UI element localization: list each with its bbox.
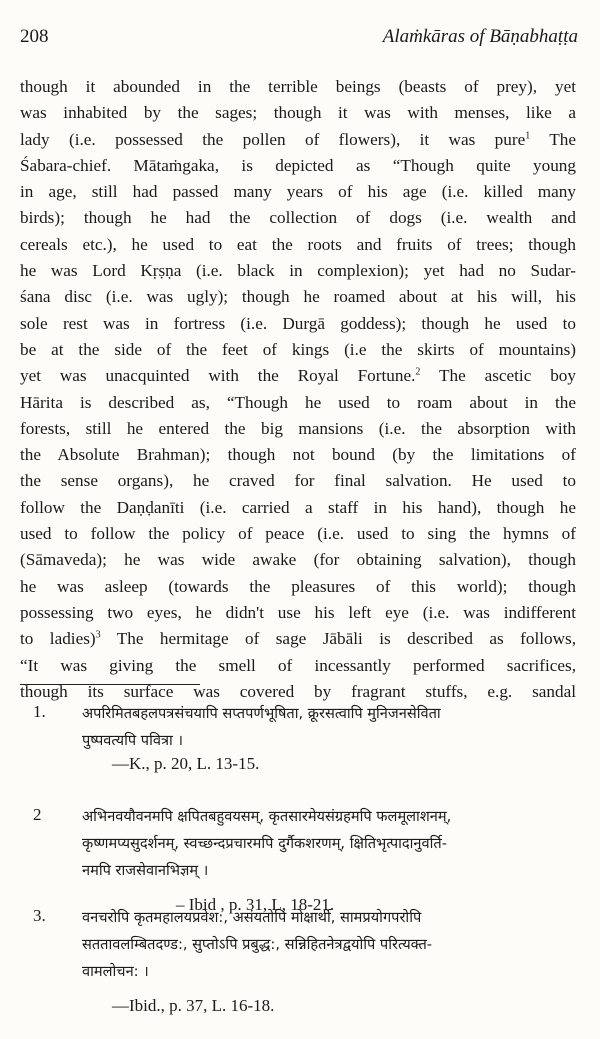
body-line: to ladies)$^3$ The hermitage of sage Jābāli is described as follows, [20,629,576,649]
body-line: (Sāmaveda); he was wide awake (for obtaining salvation), though [20,550,576,570]
footnote-line: पुष्पवत्यपि पवित्रा । [82,732,183,749]
body-line: śana disc (i.e. was ugly); though he roamed about at his will, his [20,287,576,307]
body-line: though its surface was covered by fragrant stuffs, e.g. sandal [20,681,576,701]
footnote-line: नमपि राजसेवानभिज्ञम् । [82,862,209,879]
footnote-citation: —Ibid., p. 37, L. 16-18. [112,996,275,1015]
body-line: Hārita is described as, “Though he used to roam about in the [20,392,576,412]
footnote-sanskrit-text [82,700,576,754]
body-line: he was asleep (towards the pleasures of this world); though [20,576,576,596]
page-header [20,26,578,56]
footnote-reference: 2 [415,366,421,378]
body-line: be at the side of the feet of kings (i.e the skirts of mountains) [20,339,576,359]
footnote-citation: —K., p. 20, L. 13-15. [112,754,260,773]
running-title: Alaṁkāras of Bāṇabhaṭṭa [382,26,578,47]
body-line: sole rest was in fortress (i.e. Durgā goddess); though he used to [20,313,576,333]
footnote-line: कृष्णमप्यसुदर्शनम्, स्वच्छन्दप्रचारमपि दुर्गैकशरणम्, क्षितिभृत्पादानुवर्ति- [82,835,447,852]
footnote-number: 3. [33,906,46,925]
footnote-sanskrit-text [82,803,576,884]
body-line: lady (i.e. possessed the pollen of flowers), it was pure$^1$ The [20,129,576,149]
body-line: cereals etc.), he used to eat the roots and fruits of trees; though [20,234,576,254]
body-line: was inhabited by the sages; though it was with menses, like a [20,103,576,123]
footnote-reference: 1 [525,129,531,141]
page-number: 208 [20,26,49,47]
footnote-line: सततावलम्बितदण्ड:, सुप्तोऽपि प्रबुद्ध:, सन्निहितनेत्रद्वयोपि परित्यक्त- [82,936,433,953]
body-line: forests, still he entered the big mansions (i.e. the absorption with [20,418,576,438]
body-line: Śabara-chief. Mātaṁgaka, is depicted as “Though quite young [20,155,576,175]
body-text [20,74,576,705]
footnote-line: अभिनवयौवनमपि क्षपितबहुवयसम्, कृतसारमेयसंग्रहमपि फलमूलाशनम्, [82,808,452,825]
body-line: he was Lord Kṛṣṇa (i.e. black in complexion); yet had no Sudar- [20,261,576,281]
body-line: “It was giving the smell of incessantly performed sacrifices, [20,655,576,675]
footnote-reference: 3 [95,629,101,641]
body-line: in age, still had passed many years of his age (i.e. killed many [20,182,576,202]
body-line: though it abounded in the terrible beings (beasts of prey), yet [20,77,576,96]
body-line: birds); though he had the collection of dogs (i.e. wealth and [20,208,576,228]
footnote-line: वनचरोपि कृतमहालयप्रवेश:, असंयतोपि मोक्षार्थी, सामप्रयोगपरोपि [82,909,422,926]
footnote-line: अपरिमितबहलपत्रसंचयापि सप्तपर्णभूषिता, क्रूरसत्वापि मुनिजनसेविता [82,705,441,722]
body-line: follow the Daṇḍanīti (i.e. carried a staff in his hand), though he [20,497,576,517]
body-line: possessing two eyes, he didn't use his left eye (i.e. was indifferent [20,602,576,622]
footnote-divider [20,684,200,685]
body-line: the sense organs), he craved for final salvation. He used to [20,471,576,491]
footnote-line: वामलोचन: । [82,963,149,980]
footnote-number: 1. [33,702,46,721]
footnote-citation: – Ibid , p. 31, L, 18-21. [176,895,335,914]
body-line: the Absolute Brahman); though not bound (by the limitations of [20,445,576,465]
footnote-sanskrit-text [82,904,576,985]
body-line: yet was unacquinted with the Royal Fortune.$^2$ The ascetic boy [20,366,576,386]
body-line: used to follow the policy of peace (i.e. used to sing the hymns of [20,524,576,544]
footnote-number: 2 [33,805,42,824]
